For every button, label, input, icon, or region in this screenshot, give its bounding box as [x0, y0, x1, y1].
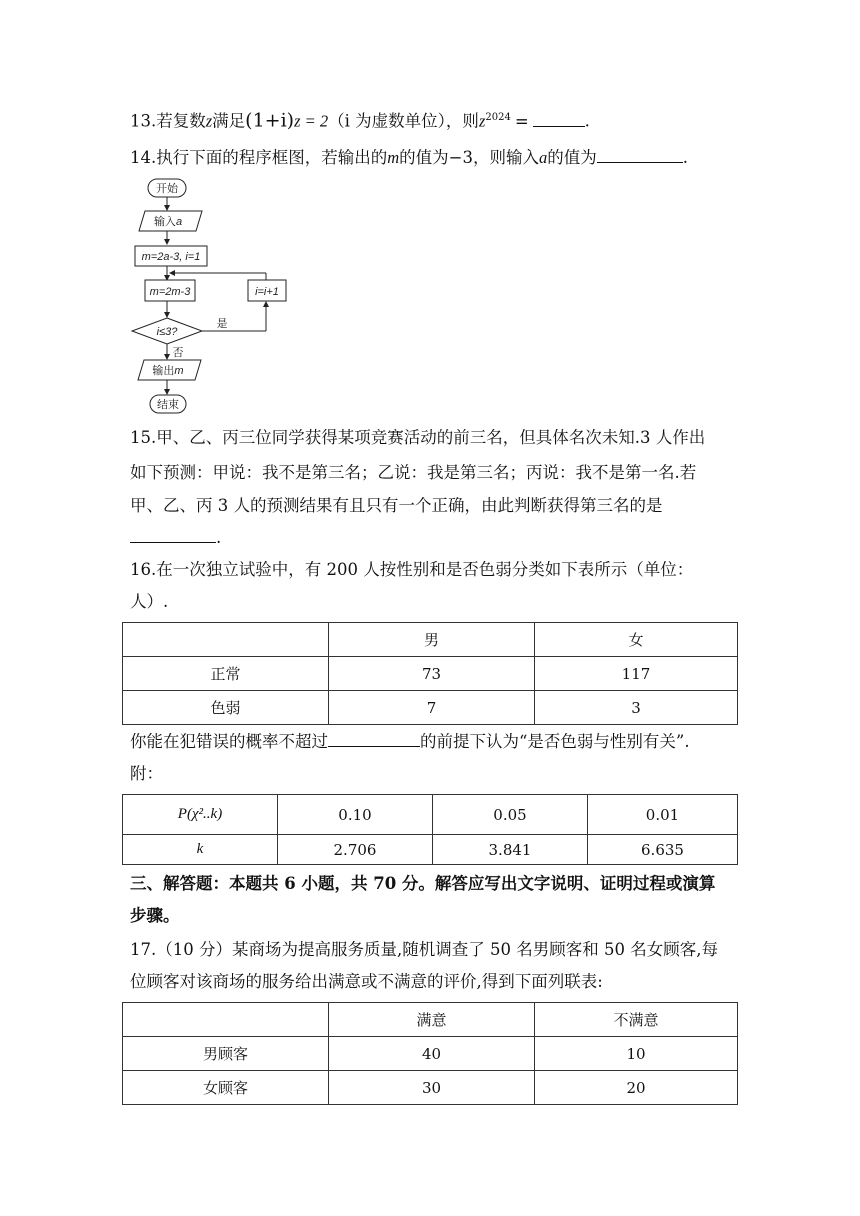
question-17-line-2: 位顾客对该商场的服务给出满意或不满意的评价,得到下面列联表: [130, 972, 603, 991]
update-i-label: i=i+1 [255, 286, 279, 298]
question-15-answer: . [130, 524, 221, 550]
question-13: 13.若复数z满足(1+i)z = 2（i 为虚数单位），则$z^{2024}$ = . [130, 109, 590, 132]
table-header-row: 满意 不满意 [123, 1003, 738, 1037]
yes-label: 是 [216, 318, 228, 330]
question-15-line-1: 15.甲、乙、丙三位同学获得某项竞赛活动的前三名，但具体名次未知.3 人作出 [130, 428, 706, 447]
input-label: 输入a [153, 216, 183, 228]
section-3-heading-cont: 步骤。 [130, 906, 180, 925]
question-14: 14.执行下面的程序框图，若输出的m的值为−3，则输入a的值为 . [130, 144, 688, 170]
update-m-label: m=2m-3 [149, 286, 191, 298]
answer-blank-14[interactable] [597, 144, 683, 163]
question-16-line-1: 16.在一次独立试验中，有 200 人按性别和是否色弱分类如下表所示（单位： [130, 560, 694, 579]
question-15-line-3: 甲、乙、丙 3 人的预测结果有且只有一个正确，由此判断获得第三名的是 [130, 496, 663, 515]
condition-label: i≤3? [156, 326, 178, 338]
appendix-label: 附： [130, 764, 163, 783]
output-label: 输出m [152, 365, 184, 377]
table-row: P(χ²..k) 0.10 0.05 0.01 [123, 795, 738, 835]
table-row: 正常 73 117 [123, 657, 738, 691]
question-16-line-2: 人）. [130, 592, 169, 611]
satisfaction-table [122, 1002, 738, 1105]
complex-expression: (1+i) [245, 109, 295, 132]
table-row: 男顾客 40 10 [123, 1037, 738, 1071]
question-15-line-2: 如下预测：甲说：我不是第三名；乙说：我是第三名；丙说：我不是第一名.若 [130, 463, 697, 482]
answer-blank-15[interactable] [130, 524, 216, 543]
question-17-line-1: 17.（10 分）某商场为提高服务质量,随机调查了 50 名男顾客和 50 名女顾客,每 [130, 940, 718, 959]
table-row: 色弱 7 3 [123, 691, 738, 725]
table-header-row: 男 女 [123, 623, 738, 657]
end-label: 结束 [157, 399, 179, 411]
table-row: 女顾客 30 20 [123, 1071, 738, 1105]
table-row: k 2.706 3.841 6.635 [123, 835, 738, 865]
start-label: 开始 [156, 183, 178, 195]
answer-blank-16[interactable] [328, 728, 420, 747]
color-weakness-table [122, 622, 738, 725]
program-flowchart [130, 174, 310, 420]
question-16-prompt: 你能在犯错误的概率不超过 的前提下认为“是否色弱与性别有关”. [130, 728, 690, 754]
section-3-heading: 三、解答题：本题共 6 小题，共 70 分。解答应写出文字说明、证明过程或演算 [130, 874, 716, 893]
chi-square-reference-table [122, 794, 738, 865]
no-label: 否 [172, 347, 184, 359]
init-label: m=2a-3, i=1 [141, 251, 201, 263]
answer-blank-13[interactable] [533, 108, 585, 127]
